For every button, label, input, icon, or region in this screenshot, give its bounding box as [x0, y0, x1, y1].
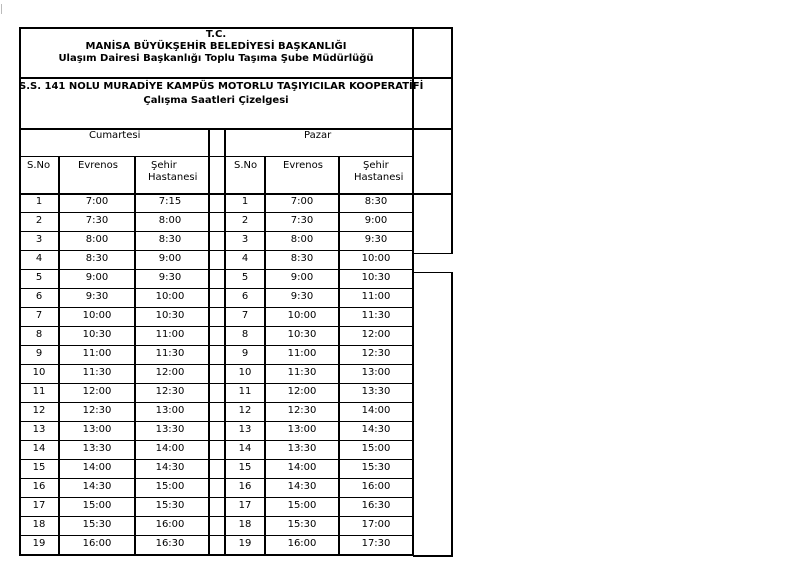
grid-line: [19, 497, 413, 498]
cell-sunday-no: 18: [238, 519, 252, 530]
header-line-municipality: MANİSA BÜYÜKŞEHİR BELEDİYESİ BAŞKANLIĞI: [85, 41, 347, 52]
cell-sunday-evrenos: 11:00: [287, 348, 317, 359]
grid-line: [19, 193, 453, 195]
cell-sunday-no: 6: [241, 291, 249, 302]
cell-saturday-hospital: 7:15: [158, 196, 182, 207]
grid-line: [19, 516, 413, 517]
cell-saturday-hospital: 11:00: [155, 329, 185, 340]
cell-saturday-evrenos: 11:00: [82, 348, 112, 359]
cell-sunday-no: 4: [241, 253, 249, 264]
cell-saturday-hospital: 12:30: [155, 386, 185, 397]
grid-line: [19, 128, 453, 130]
cell-saturday-evrenos: 13:30: [82, 443, 112, 454]
cell-sunday-hospital: 15:00: [361, 443, 391, 454]
grid-line: [19, 421, 413, 422]
cell-saturday-evrenos: 12:00: [82, 386, 112, 397]
cell-sunday-evrenos: 8:30: [290, 253, 314, 264]
page-corner-mark: [1, 4, 2, 14]
cell-saturday-evrenos: 9:30: [85, 291, 109, 302]
cell-sunday-no: 3: [241, 234, 249, 245]
cell-sunday-no: 1: [241, 196, 249, 207]
cell-saturday-hospital: 13:00: [155, 405, 185, 416]
grid-line: [451, 272, 453, 555]
cell-sunday-hospital: 10:30: [361, 272, 391, 283]
grid-line: [413, 272, 453, 273]
cell-sunday-hospital: 12:00: [361, 329, 391, 340]
grid-line: [19, 212, 413, 213]
cell-saturday-no: 14: [32, 443, 46, 454]
cell-saturday-no: 19: [32, 538, 46, 549]
cell-saturday-hospital: 14:30: [155, 462, 185, 473]
cell-saturday-evrenos: 9:00: [85, 272, 109, 283]
grid-line: [19, 364, 413, 365]
cell-saturday-hospital: 15:30: [155, 500, 185, 511]
cell-saturday-evrenos: 7:30: [85, 215, 109, 226]
cell-saturday-no: 16: [32, 481, 46, 492]
cell-saturday-no: 8: [35, 329, 43, 340]
cell-saturday-no: 5: [35, 272, 43, 283]
cell-sunday-hospital: 14:30: [361, 424, 391, 435]
cell-sunday-hospital: 9:30: [364, 234, 388, 245]
cell-saturday-hospital: 9:30: [158, 272, 182, 283]
grid-line: [19, 288, 413, 289]
grid-line: [264, 156, 266, 555]
grid-line: [134, 156, 136, 555]
cell-saturday-hospital: 11:30: [155, 348, 185, 359]
cell-sunday-hospital: 11:30: [361, 310, 391, 321]
cell-sunday-hospital: 13:30: [361, 386, 391, 397]
cell-saturday-no: 6: [35, 291, 43, 302]
cell-sunday-no: 14: [238, 443, 252, 454]
cell-saturday-no: 17: [32, 500, 46, 511]
grid-line: [19, 27, 21, 555]
sunday-col-hospital-line1: Şehir: [363, 160, 389, 171]
cell-saturday-no: 10: [32, 367, 46, 378]
cell-saturday-evrenos: 15:30: [82, 519, 112, 530]
grid-line: [19, 231, 413, 232]
cell-saturday-hospital: 14:00: [155, 443, 185, 454]
cell-saturday-evrenos: 10:30: [82, 329, 112, 340]
cell-sunday-no: 7: [241, 310, 249, 321]
schedule-subtitle: Çalışma Saatleri Çizelgesi: [143, 95, 289, 106]
cell-sunday-no: 15: [238, 462, 252, 473]
sunday-col-hospital-line2: Hastanesi: [354, 172, 404, 183]
cell-sunday-evrenos: 14:00: [287, 462, 317, 473]
cell-saturday-no: 7: [35, 310, 43, 321]
cell-saturday-no: 18: [32, 519, 46, 530]
cell-saturday-hospital: 16:30: [155, 538, 185, 549]
cell-saturday-no: 3: [35, 234, 43, 245]
cell-saturday-hospital: 13:30: [155, 424, 185, 435]
sunday-col-no: S.No: [234, 160, 258, 171]
cell-saturday-evrenos: 14:00: [82, 462, 112, 473]
cooperative-name: S.S. 141 NOLU MURADİYE KAMPÜS MOTORLU TAŞIYICILAR KOOPERATİFİ: [19, 81, 424, 92]
cell-sunday-evrenos: 13:00: [287, 424, 317, 435]
cell-sunday-hospital: 16:30: [361, 500, 391, 511]
saturday-col-hospital-line2: Hastanesi: [148, 172, 198, 183]
cell-saturday-evrenos: 12:30: [82, 405, 112, 416]
cell-sunday-no: 16: [238, 481, 252, 492]
grid-line: [19, 535, 413, 536]
cell-sunday-no: 12: [238, 405, 252, 416]
cell-saturday-no: 11: [32, 386, 46, 397]
cell-saturday-evrenos: 8:00: [85, 234, 109, 245]
cell-sunday-evrenos: 13:30: [287, 443, 317, 454]
cell-sunday-no: 2: [241, 215, 249, 226]
cell-sunday-evrenos: 8:00: [290, 234, 314, 245]
cell-sunday-no: 8: [241, 329, 249, 340]
cell-saturday-no: 9: [35, 348, 43, 359]
cell-saturday-evrenos: 13:00: [82, 424, 112, 435]
cell-sunday-evrenos: 7:30: [290, 215, 314, 226]
cell-saturday-hospital: 8:30: [158, 234, 182, 245]
cell-sunday-evrenos: 12:30: [287, 405, 317, 416]
grid-line: [19, 307, 413, 308]
cell-sunday-no: 10: [238, 367, 252, 378]
grid-line: [19, 156, 413, 157]
grid-line: [338, 156, 340, 555]
cell-saturday-evrenos: 15:00: [82, 500, 112, 511]
cell-saturday-hospital: 10:30: [155, 310, 185, 321]
cell-saturday-evrenos: 14:30: [82, 481, 112, 492]
cell-sunday-hospital: 15:30: [361, 462, 391, 473]
grid-line: [19, 459, 413, 460]
cell-sunday-evrenos: 9:30: [290, 291, 314, 302]
schedule-document: [19, 27, 453, 555]
grid-line: [19, 326, 413, 327]
cell-sunday-evrenos: 11:30: [287, 367, 317, 378]
cell-saturday-no: 2: [35, 215, 43, 226]
cell-sunday-evrenos: 12:00: [287, 386, 317, 397]
cell-sunday-hospital: 9:00: [364, 215, 388, 226]
cell-sunday-evrenos: 15:30: [287, 519, 317, 530]
cell-sunday-hospital: 17:30: [361, 538, 391, 549]
cell-saturday-hospital: 10:00: [155, 291, 185, 302]
grid-line: [19, 77, 453, 79]
cell-sunday-hospital: 16:00: [361, 481, 391, 492]
cell-sunday-evrenos: 9:00: [290, 272, 314, 283]
cell-saturday-hospital: 8:00: [158, 215, 182, 226]
cell-sunday-hospital: 12:30: [361, 348, 391, 359]
cell-sunday-evrenos: 10:30: [287, 329, 317, 340]
cell-sunday-no: 17: [238, 500, 252, 511]
cell-sunday-evrenos: 7:00: [290, 196, 314, 207]
header-line-department: Ulaşım Dairesi Başkanlığı Toplu Taşıma Şube Müdürlüğü: [58, 53, 374, 64]
cell-sunday-hospital: 8:30: [364, 196, 388, 207]
cell-saturday-hospital: 15:00: [155, 481, 185, 492]
saturday-col-evrenos: Evrenos: [78, 160, 118, 171]
cell-saturday-hospital: 12:00: [155, 367, 185, 378]
cell-sunday-no: 19: [238, 538, 252, 549]
grid-line: [19, 554, 413, 556]
grid-line: [19, 383, 413, 384]
cell-sunday-no: 13: [238, 424, 252, 435]
cell-saturday-evrenos: 8:30: [85, 253, 109, 264]
cell-sunday-evrenos: 15:00: [287, 500, 317, 511]
grid-line: [412, 27, 414, 555]
grid-line: [413, 253, 453, 254]
grid-line: [19, 269, 413, 270]
cell-sunday-evrenos: 14:30: [287, 481, 317, 492]
cell-saturday-hospital: 9:00: [158, 253, 182, 264]
cell-saturday-hospital: 16:00: [155, 519, 185, 530]
saturday-col-no: S.No: [27, 160, 51, 171]
cell-sunday-hospital: 14:00: [361, 405, 391, 416]
cell-sunday-hospital: 10:00: [361, 253, 391, 264]
cell-sunday-hospital: 17:00: [361, 519, 391, 530]
cell-sunday-no: 9: [241, 348, 249, 359]
cell-saturday-no: 4: [35, 253, 43, 264]
cell-sunday-evrenos: 16:00: [287, 538, 317, 549]
grid-line: [413, 555, 453, 557]
grid-line: [19, 440, 413, 441]
cell-sunday-no: 5: [241, 272, 249, 283]
grid-line: [451, 27, 453, 253]
cell-saturday-evrenos: 16:00: [82, 538, 112, 549]
cell-saturday-evrenos: 10:00: [82, 310, 112, 321]
grid-line: [19, 345, 413, 346]
grid-line: [19, 478, 413, 479]
header-line-tc: T.C.: [205, 29, 227, 40]
cell-sunday-hospital: 13:00: [361, 367, 391, 378]
cell-saturday-no: 15: [32, 462, 46, 473]
cell-saturday-no: 13: [32, 424, 46, 435]
grid-line: [58, 156, 60, 555]
grid-line: [19, 27, 453, 29]
cell-sunday-no: 11: [238, 386, 252, 397]
sunday-col-evrenos: Evrenos: [283, 160, 323, 171]
cell-saturday-evrenos: 7:00: [85, 196, 109, 207]
sunday-title: Pazar: [304, 130, 332, 141]
cell-saturday-evrenos: 11:30: [82, 367, 112, 378]
cell-sunday-hospital: 11:00: [361, 291, 391, 302]
cell-saturday-no: 1: [35, 196, 43, 207]
cell-sunday-evrenos: 10:00: [287, 310, 317, 321]
cell-saturday-no: 12: [32, 405, 46, 416]
grid-line: [19, 250, 413, 251]
saturday-col-hospital-line1: Şehir: [151, 160, 177, 171]
saturday-title: Cumartesi: [89, 130, 141, 141]
grid-line: [19, 402, 413, 403]
